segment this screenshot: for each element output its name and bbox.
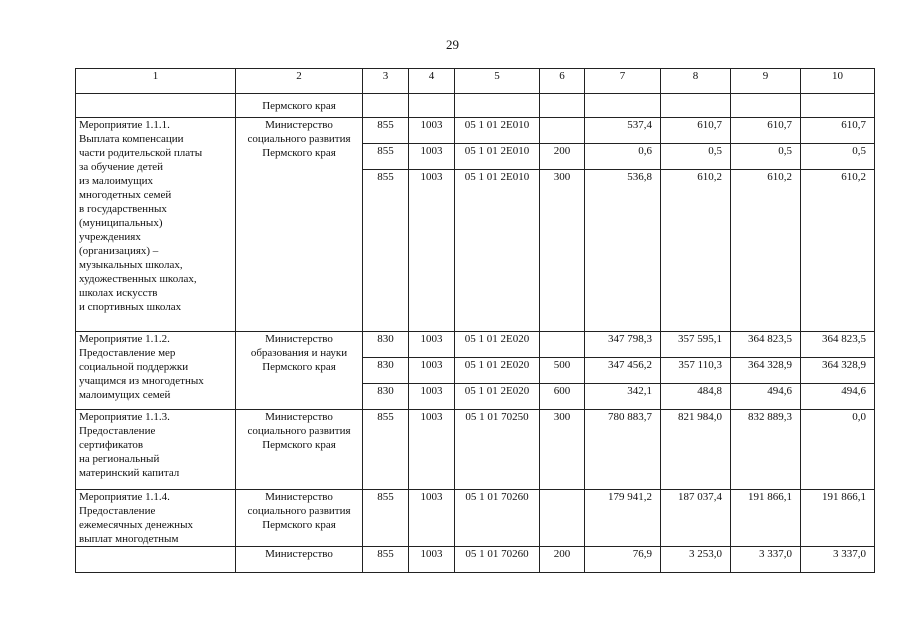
column-header-10: 10 <box>801 69 875 94</box>
executor-cell: Министерство образования и науки Пермского края <box>236 332 363 410</box>
table-cell: 1003 <box>409 384 455 410</box>
continuation-executor: Пермского края <box>236 94 363 118</box>
table-cell: 1003 <box>409 547 455 573</box>
column-header-4: 4 <box>409 69 455 94</box>
table-cell: 537,4 <box>585 118 661 144</box>
table-cell <box>540 118 585 144</box>
table-cell: 05 1 01 70260 <box>455 490 540 547</box>
table-cell: 600 <box>540 384 585 410</box>
table-cell: 610,7 <box>731 118 801 144</box>
measure-description: Мероприятие 1.1.3. Предоставление сертификатов на региональный материнский капитал <box>76 410 236 490</box>
continuation-empty-cell <box>409 94 455 118</box>
table-cell: 1003 <box>409 144 455 170</box>
table-cell: 3 337,0 <box>731 547 801 573</box>
executor-cell: Министерство социального развития Пермского края <box>236 410 363 490</box>
table-cell: 179 941,2 <box>585 490 661 547</box>
table-cell: 357 110,3 <box>661 358 731 384</box>
measure-description: Мероприятие 1.1.4. Предоставление ежемесячных денежных выплат многодетным <box>76 490 236 547</box>
continuation-empty-cell <box>801 94 875 118</box>
table-cell: 610,7 <box>661 118 731 144</box>
column-header-9: 9 <box>731 69 801 94</box>
table-cell: 1003 <box>409 332 455 358</box>
continuation-empty-cell <box>731 94 801 118</box>
column-header-8: 8 <box>661 69 731 94</box>
table-row <box>76 490 875 547</box>
page-number: 29 <box>446 37 459 52</box>
table-cell: 494,6 <box>731 384 801 410</box>
table-cell: 05 1 01 2Е010 <box>455 144 540 170</box>
measure-description: Мероприятие 1.1.2. Предоставление мер социальной поддержки учащимся из многодетных малоимущих семей <box>76 332 236 410</box>
table-cell: 855 <box>363 547 409 573</box>
continuation-empty-cell <box>363 94 409 118</box>
table-cell: 830 <box>363 358 409 384</box>
table-cell: 1003 <box>409 410 455 490</box>
table-cell: 342,1 <box>585 384 661 410</box>
table-cell: 364 328,9 <box>731 358 801 384</box>
table-cell: 200 <box>540 144 585 170</box>
table-cell: 821 984,0 <box>661 410 731 490</box>
table-cell: 05 1 01 70250 <box>455 410 540 490</box>
table-cell: 0,6 <box>585 144 661 170</box>
table-cell: 1003 <box>409 118 455 144</box>
table-row <box>76 118 875 144</box>
table-cell: 3 337,0 <box>801 547 875 573</box>
header-row <box>76 69 875 94</box>
table-cell: 364 823,5 <box>801 332 875 358</box>
table-cell: 855 <box>363 410 409 490</box>
table-cell: 610,7 <box>801 118 875 144</box>
table-cell: 191 866,1 <box>801 490 875 547</box>
table-cell: 855 <box>363 170 409 332</box>
column-header-3: 3 <box>363 69 409 94</box>
executor-cell: Министерство <box>236 547 363 573</box>
executor-cell: Министерство социального развития Пермского края <box>236 490 363 547</box>
column-header-7: 7 <box>585 69 661 94</box>
table-cell: 364 823,5 <box>731 332 801 358</box>
table-cell: 300 <box>540 170 585 332</box>
table-cell: 357 595,1 <box>661 332 731 358</box>
table-cell: 364 328,9 <box>801 358 875 384</box>
column-header-1: 1 <box>76 69 236 94</box>
table-cell: 494,6 <box>801 384 875 410</box>
table-cell: 500 <box>540 358 585 384</box>
table-cell: 05 1 01 70260 <box>455 547 540 573</box>
table-cell: 832 889,3 <box>731 410 801 490</box>
continuation-empty-cell <box>455 94 540 118</box>
column-header-2: 2 <box>236 69 363 94</box>
table-cell: 610,2 <box>731 170 801 332</box>
table-cell: 830 <box>363 332 409 358</box>
measure-description <box>76 547 236 573</box>
table-cell: 484,8 <box>661 384 731 410</box>
table-cell: 610,2 <box>661 170 731 332</box>
table-cell: 05 1 01 2Е020 <box>455 384 540 410</box>
table-cell: 1003 <box>409 170 455 332</box>
table-cell: 855 <box>363 144 409 170</box>
table-cell: 191 866,1 <box>731 490 801 547</box>
continuation-empty-cell <box>540 94 585 118</box>
table-row <box>76 547 875 573</box>
table-cell: 0,0 <box>801 410 875 490</box>
table-cell: 830 <box>363 384 409 410</box>
table-cell: 05 1 01 2Е020 <box>455 332 540 358</box>
measure-description: Мероприятие 1.1.1. Выплата компенсации части родительской платы за обучение детей из малоимущих многодетных семей в государственных (муниципальных) учреждениях (организациях) – музыкальных школах, художественных школах, школах искусств и спортивных школах <box>76 118 236 332</box>
continuation-empty-cell <box>585 94 661 118</box>
table-cell: 855 <box>363 490 409 547</box>
table-cell <box>540 332 585 358</box>
table-row <box>76 410 875 490</box>
table-cell: 610,2 <box>801 170 875 332</box>
table-cell: 05 1 01 2Е020 <box>455 358 540 384</box>
table-cell: 200 <box>540 547 585 573</box>
continuation-row <box>76 94 875 118</box>
table-row <box>76 332 875 358</box>
executor-cell: Министерство социального развития Пермского края <box>236 118 363 332</box>
table-cell: 05 1 01 2Е010 <box>455 118 540 144</box>
table-cell: 0,5 <box>731 144 801 170</box>
table-cell: 347 798,3 <box>585 332 661 358</box>
table-cell: 05 1 01 2Е010 <box>455 170 540 332</box>
budget-table <box>75 68 875 573</box>
table-cell <box>540 490 585 547</box>
continuation-empty-cell <box>661 94 731 118</box>
column-header-6: 6 <box>540 69 585 94</box>
table-cell: 1003 <box>409 358 455 384</box>
table-cell: 536,8 <box>585 170 661 332</box>
table-cell: 3 253,0 <box>661 547 731 573</box>
continuation-description <box>76 94 236 118</box>
table-cell: 347 456,2 <box>585 358 661 384</box>
table-cell: 1003 <box>409 490 455 547</box>
table-cell: 300 <box>540 410 585 490</box>
table-cell: 0,5 <box>661 144 731 170</box>
table-cell: 0,5 <box>801 144 875 170</box>
table-cell: 76,9 <box>585 547 661 573</box>
column-header-5: 5 <box>455 69 540 94</box>
table-cell: 187 037,4 <box>661 490 731 547</box>
table-cell: 855 <box>363 118 409 144</box>
table-cell: 780 883,7 <box>585 410 661 490</box>
